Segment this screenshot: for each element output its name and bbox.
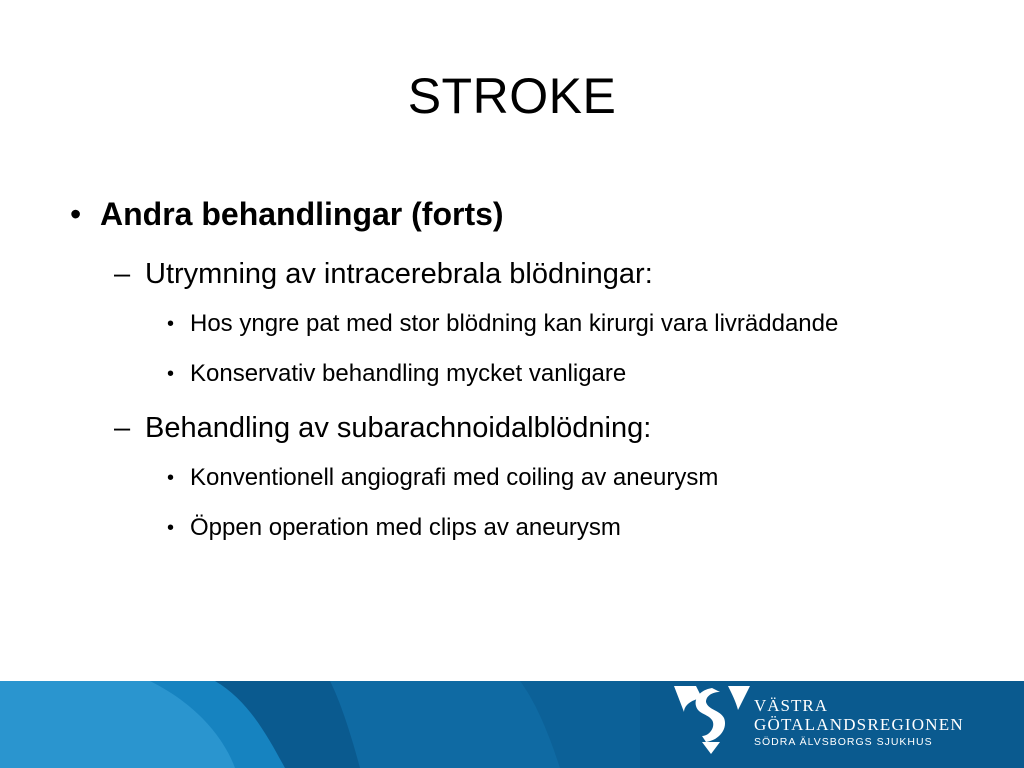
section-label: Behandling av subarachnoidalblödning: — [145, 412, 652, 444]
list-item-text: Hos yngre pat med stor blödning kan kirurgi vara livräddande — [190, 310, 839, 337]
bullet-icon: • — [167, 467, 175, 489]
list-item — [167, 354, 890, 394]
bullet-icon: • — [167, 363, 175, 385]
dash-icon: – — [114, 412, 131, 444]
list-item — [167, 304, 890, 344]
list-item — [167, 458, 890, 498]
logo-line-hospital: SÖDRA ÄLVSBORGS SJUKHUS — [754, 736, 933, 748]
list-item-text: Konventionell angiografi med coiling av aneurysm — [190, 464, 719, 491]
section-item — [114, 252, 970, 296]
slide-content — [70, 188, 970, 548]
heading-text: Andra behandlingar (forts) — [100, 196, 504, 232]
logo-line-vastra: VÄSTRA — [754, 696, 829, 715]
dash-icon: – — [114, 258, 131, 290]
section-label: Utrymning av intracerebrala blödningar: — [145, 258, 653, 290]
heading-bullet-item — [70, 188, 970, 240]
vgr-logo-icon — [672, 684, 752, 756]
list-item — [167, 508, 890, 548]
section-item — [114, 406, 970, 450]
logo-line-gotalandsregionen: GÖTALANDSREGIONEN — [754, 715, 964, 734]
bullet-icon: • — [167, 313, 175, 335]
list-item-text: Öppen operation med clips av aneurysm — [190, 514, 621, 541]
vgr-logo-text — [754, 696, 964, 750]
bullet-icon: • — [167, 517, 175, 539]
slide-title: STROKE — [407, 68, 617, 124]
list-item-text: Konservativ behandling mycket vanligare — [190, 360, 627, 387]
bullet-icon: • — [70, 196, 82, 232]
